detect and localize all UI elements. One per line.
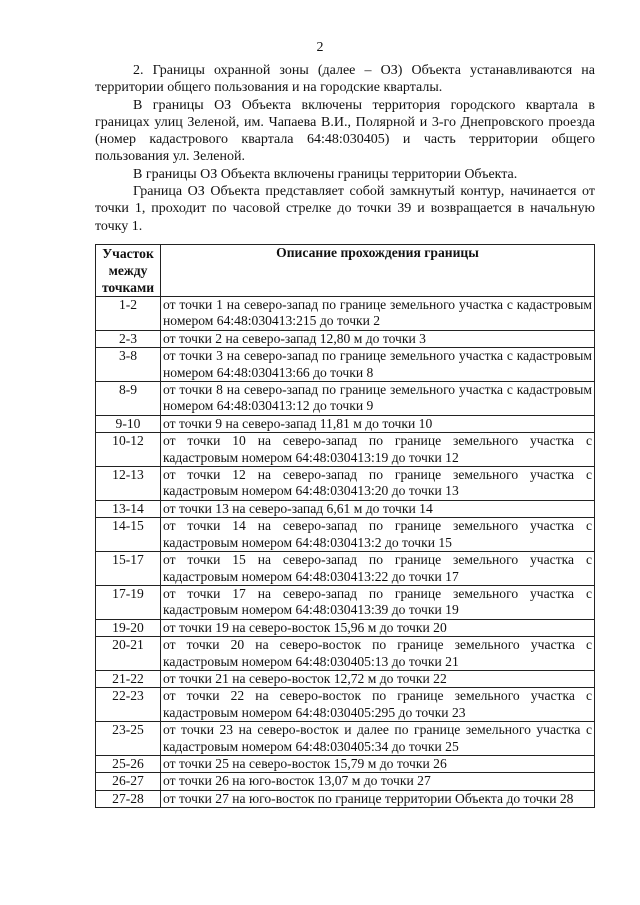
table-row <box>96 755 595 772</box>
description-cell: от точки 23 на северо-восток и далее по границе земельного участка с кадастровым номером 64:48:030405:34 до точки 25 <box>161 722 595 756</box>
description-cell: от точки 20 на северо-восток по границе земельного участка с кадастровым номером 64:48:030405:13 до точки 21 <box>161 637 595 671</box>
description-cell: от точки 9 на северо-запад 11,81 м до точки 10 <box>161 415 595 432</box>
paragraph-included-object: В границы ОЗ Объекта включены границы территории Объекта. <box>133 166 518 182</box>
table-row <box>96 670 595 687</box>
segment-cell: 2-3 <box>96 330 161 347</box>
paragraph-contour: Граница ОЗ Объекта представляет собой замкнутый контур, начинается от точки 1, проходит по часовой стрелке до точки 39 и возвращается в начальную точку 1. <box>95 184 595 234</box>
segment-cell: 12-13 <box>96 467 161 501</box>
segment-cell: 14-15 <box>96 518 161 552</box>
table-body <box>96 297 595 808</box>
description-cell: от точки 8 на северо-запад по границе земельного участка с кадастровым номером 64:48:030413:12 до точки 9 <box>161 382 595 416</box>
segment-cell: 3-8 <box>96 348 161 382</box>
paragraph-zone-boundaries: 2. Границы охранной зоны (далее – ОЗ) Объекта устанавливаются на территории общего пользования и на городские кварталы. <box>95 63 595 96</box>
table-row <box>96 790 595 807</box>
segment-cell: 22-23 <box>96 688 161 722</box>
segment-cell: 20-21 <box>96 637 161 671</box>
segment-cell: 15-17 <box>96 552 161 586</box>
table-header-row <box>96 245 595 297</box>
segment-cell: 26-27 <box>96 773 161 790</box>
page-number: 2 <box>316 40 324 55</box>
table-row <box>96 637 595 671</box>
description-cell: от точки 12 на северо-запад по границе земельного участка с кадастровым номером 64:48:030413:20 до точки 13 <box>161 467 595 501</box>
header-segment: Участок между точками <box>96 245 161 297</box>
table-row <box>96 500 595 517</box>
table-row <box>96 552 595 586</box>
segment-cell: 9-10 <box>96 415 161 432</box>
table-row <box>96 415 595 432</box>
segment-cell: 10-12 <box>96 433 161 467</box>
segment-cell: 8-9 <box>96 382 161 416</box>
table-row <box>96 518 595 552</box>
table-row <box>96 382 595 416</box>
description-cell: от точки 3 на северо-запад по границе земельного участка с кадастровым номером 64:48:030413:66 до точки 8 <box>161 348 595 382</box>
segment-cell: 19-20 <box>96 619 161 636</box>
description-cell: от точки 1 на северо-запад по границе земельного участка с кадастровым номером 64:48:030413:215 до точки 2 <box>161 297 595 331</box>
description-cell: от точки 10 на северо-запад по границе земельного участка с кадастровым номером 64:48:030413:19 до точки 12 <box>161 433 595 467</box>
table-row <box>96 330 595 347</box>
description-cell: от точки 22 на северо-восток по границе земельного участка с кадастровым номером 64:48:030405:295 до точки 23 <box>161 688 595 722</box>
description-cell: от точки 17 на северо-запад по границе земельного участка с кадастровым номером 64:48:030413:39 до точки 19 <box>161 585 595 619</box>
segment-cell: 17-19 <box>96 585 161 619</box>
segment-cell: 13-14 <box>96 500 161 517</box>
table-row <box>96 467 595 501</box>
description-cell: от точки 21 на северо-восток 12,72 м до точки 22 <box>161 670 595 687</box>
description-cell: от точки 13 на северо-запад 6,61 м до точки 14 <box>161 500 595 517</box>
paragraph-included-quarter: В границы ОЗ Объекта включены территория городского квартала в границах улиц Зеленой, им. Чапаева В.И., Полярной и 3-го Днепровского проезда (номер кадастрового квартала 64:48:030405) и часть территории общего пользования ул. Зеленой. <box>95 97 595 165</box>
description-cell: от точки 25 на северо-восток 15,79 м до точки 26 <box>161 755 595 772</box>
table-row <box>96 433 595 467</box>
segment-cell: 1-2 <box>96 297 161 331</box>
segment-cell: 23-25 <box>96 722 161 756</box>
segment-cell: 21-22 <box>96 670 161 687</box>
description-cell: от точки 14 на северо-запад по границе земельного участка с кадастровым номером 64:48:030413:2 до точки 15 <box>161 518 595 552</box>
header-description: Описание прохождения границы <box>161 245 595 297</box>
table-row <box>96 619 595 636</box>
table-row <box>96 297 595 331</box>
segment-cell: 27-28 <box>96 790 161 807</box>
body-text <box>95 62 595 235</box>
description-cell: от точки 15 на северо-запад по границе земельного участка с кадастровым номером 64:48:030413:22 до точки 17 <box>161 552 595 586</box>
description-cell: от точки 19 на северо-восток 15,96 м до точки 20 <box>161 619 595 636</box>
description-cell: от точки 26 на юго-восток 13,07 м до точки 27 <box>161 773 595 790</box>
description-cell: от точки 27 на юго-восток по границе территории Объекта до точки 28 <box>161 790 595 807</box>
description-cell: от точки 2 на северо-запад 12,80 м до точки 3 <box>161 330 595 347</box>
table-row <box>96 722 595 756</box>
segment-cell: 25-26 <box>96 755 161 772</box>
boundary-table <box>95 244 595 808</box>
table-row <box>96 773 595 790</box>
table-row <box>96 348 595 382</box>
table-row <box>96 688 595 722</box>
table-row <box>96 585 595 619</box>
